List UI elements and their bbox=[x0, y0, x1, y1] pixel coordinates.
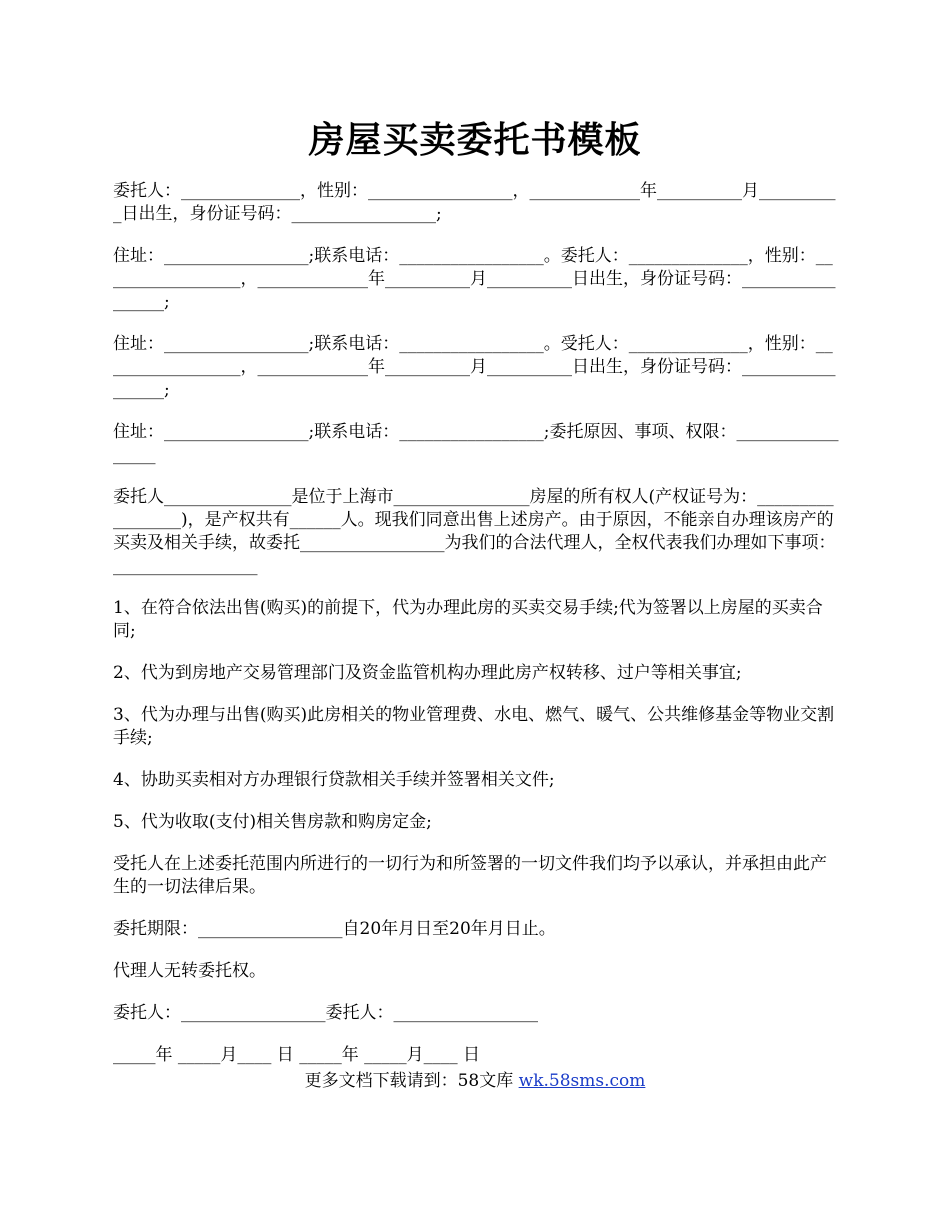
paragraph-item-5: 5、代为收取(支付)相关售房款和购房定金; bbox=[113, 812, 432, 832]
paragraph-agent: 住址：_________________;联系电话：_________________。受托人：______________，性别：_________________，_____________年__________月__________日出生，身份证号码：_________________; bbox=[113, 334, 836, 400]
paragraph-item-2: 2、代为到房地产交易管理部门及资金监管机构办理此房产权转移、过户等相关事宜; bbox=[113, 663, 742, 683]
paragraph-item-4: 4、协助买卖相对方办理银行贷款相关手续并签署相关文件; bbox=[113, 770, 555, 790]
paragraph-reason: 住址：_________________;联系电话：_________________;委托原因、事项、权限：_________________ bbox=[113, 422, 839, 465]
footer-link[interactable]: wk.58sms.com bbox=[518, 1071, 646, 1091]
paragraph-no-subdelegation: 代理人无转委托权。 bbox=[113, 961, 266, 981]
paragraph-principal-1: 委托人：______________，性别：_________________，_____________年__________月__________日出生，身份证号码：_________________; bbox=[113, 181, 836, 224]
paragraph-item-3: 3、代为办理与出售(购买)此房相关的物业管理费、水电、燃气、暖气、公共维修基金等物业交割手续; bbox=[113, 705, 835, 748]
footer-text: 更多文档下载请到：58文库 bbox=[304, 1071, 519, 1091]
document-title: 房屋买卖委托书模板 bbox=[308, 119, 642, 161]
paragraph-ownership: 委托人_______________是位于上海市________________房屋的所有权人(产权证号为：_________________)，是产权共有______人。现我们同意出售上述房产。由于原因，不能亲自办理该房产的买卖及相关手续，故委托_________________为我们的合法代理人，全权代表我们办理如下事项：_________________ bbox=[113, 487, 836, 576]
paragraph-item-1: 1、在符合依法出售(购买)的前提下，代为办理此房的买卖交易手续;代为签署以上房屋的买卖合同; bbox=[113, 598, 823, 641]
paragraph-acknowledgement: 受托人在上述委托范围内所进行的一切行为和所签署的一切文件我们均予以承认，并承担由此产生的一切法律后果。 bbox=[113, 854, 827, 897]
signature-line: 委托人：_________________委托人：_________________ bbox=[113, 1003, 538, 1023]
paragraph-term: 委托期限：_________________自20年月日至20年月日止。 bbox=[113, 919, 556, 939]
footer bbox=[0, 1066, 950, 1091]
paragraph-principal-2: 住址：_________________;联系电话：_________________。委托人：______________，性别：_________________，_____________年__________月__________日出生，身份证号码：_________________; bbox=[113, 246, 836, 312]
date-line: _____年 _____月____ 日 _____年 _____月____ 日 bbox=[113, 1045, 481, 1065]
document-body bbox=[113, 180, 841, 1086]
